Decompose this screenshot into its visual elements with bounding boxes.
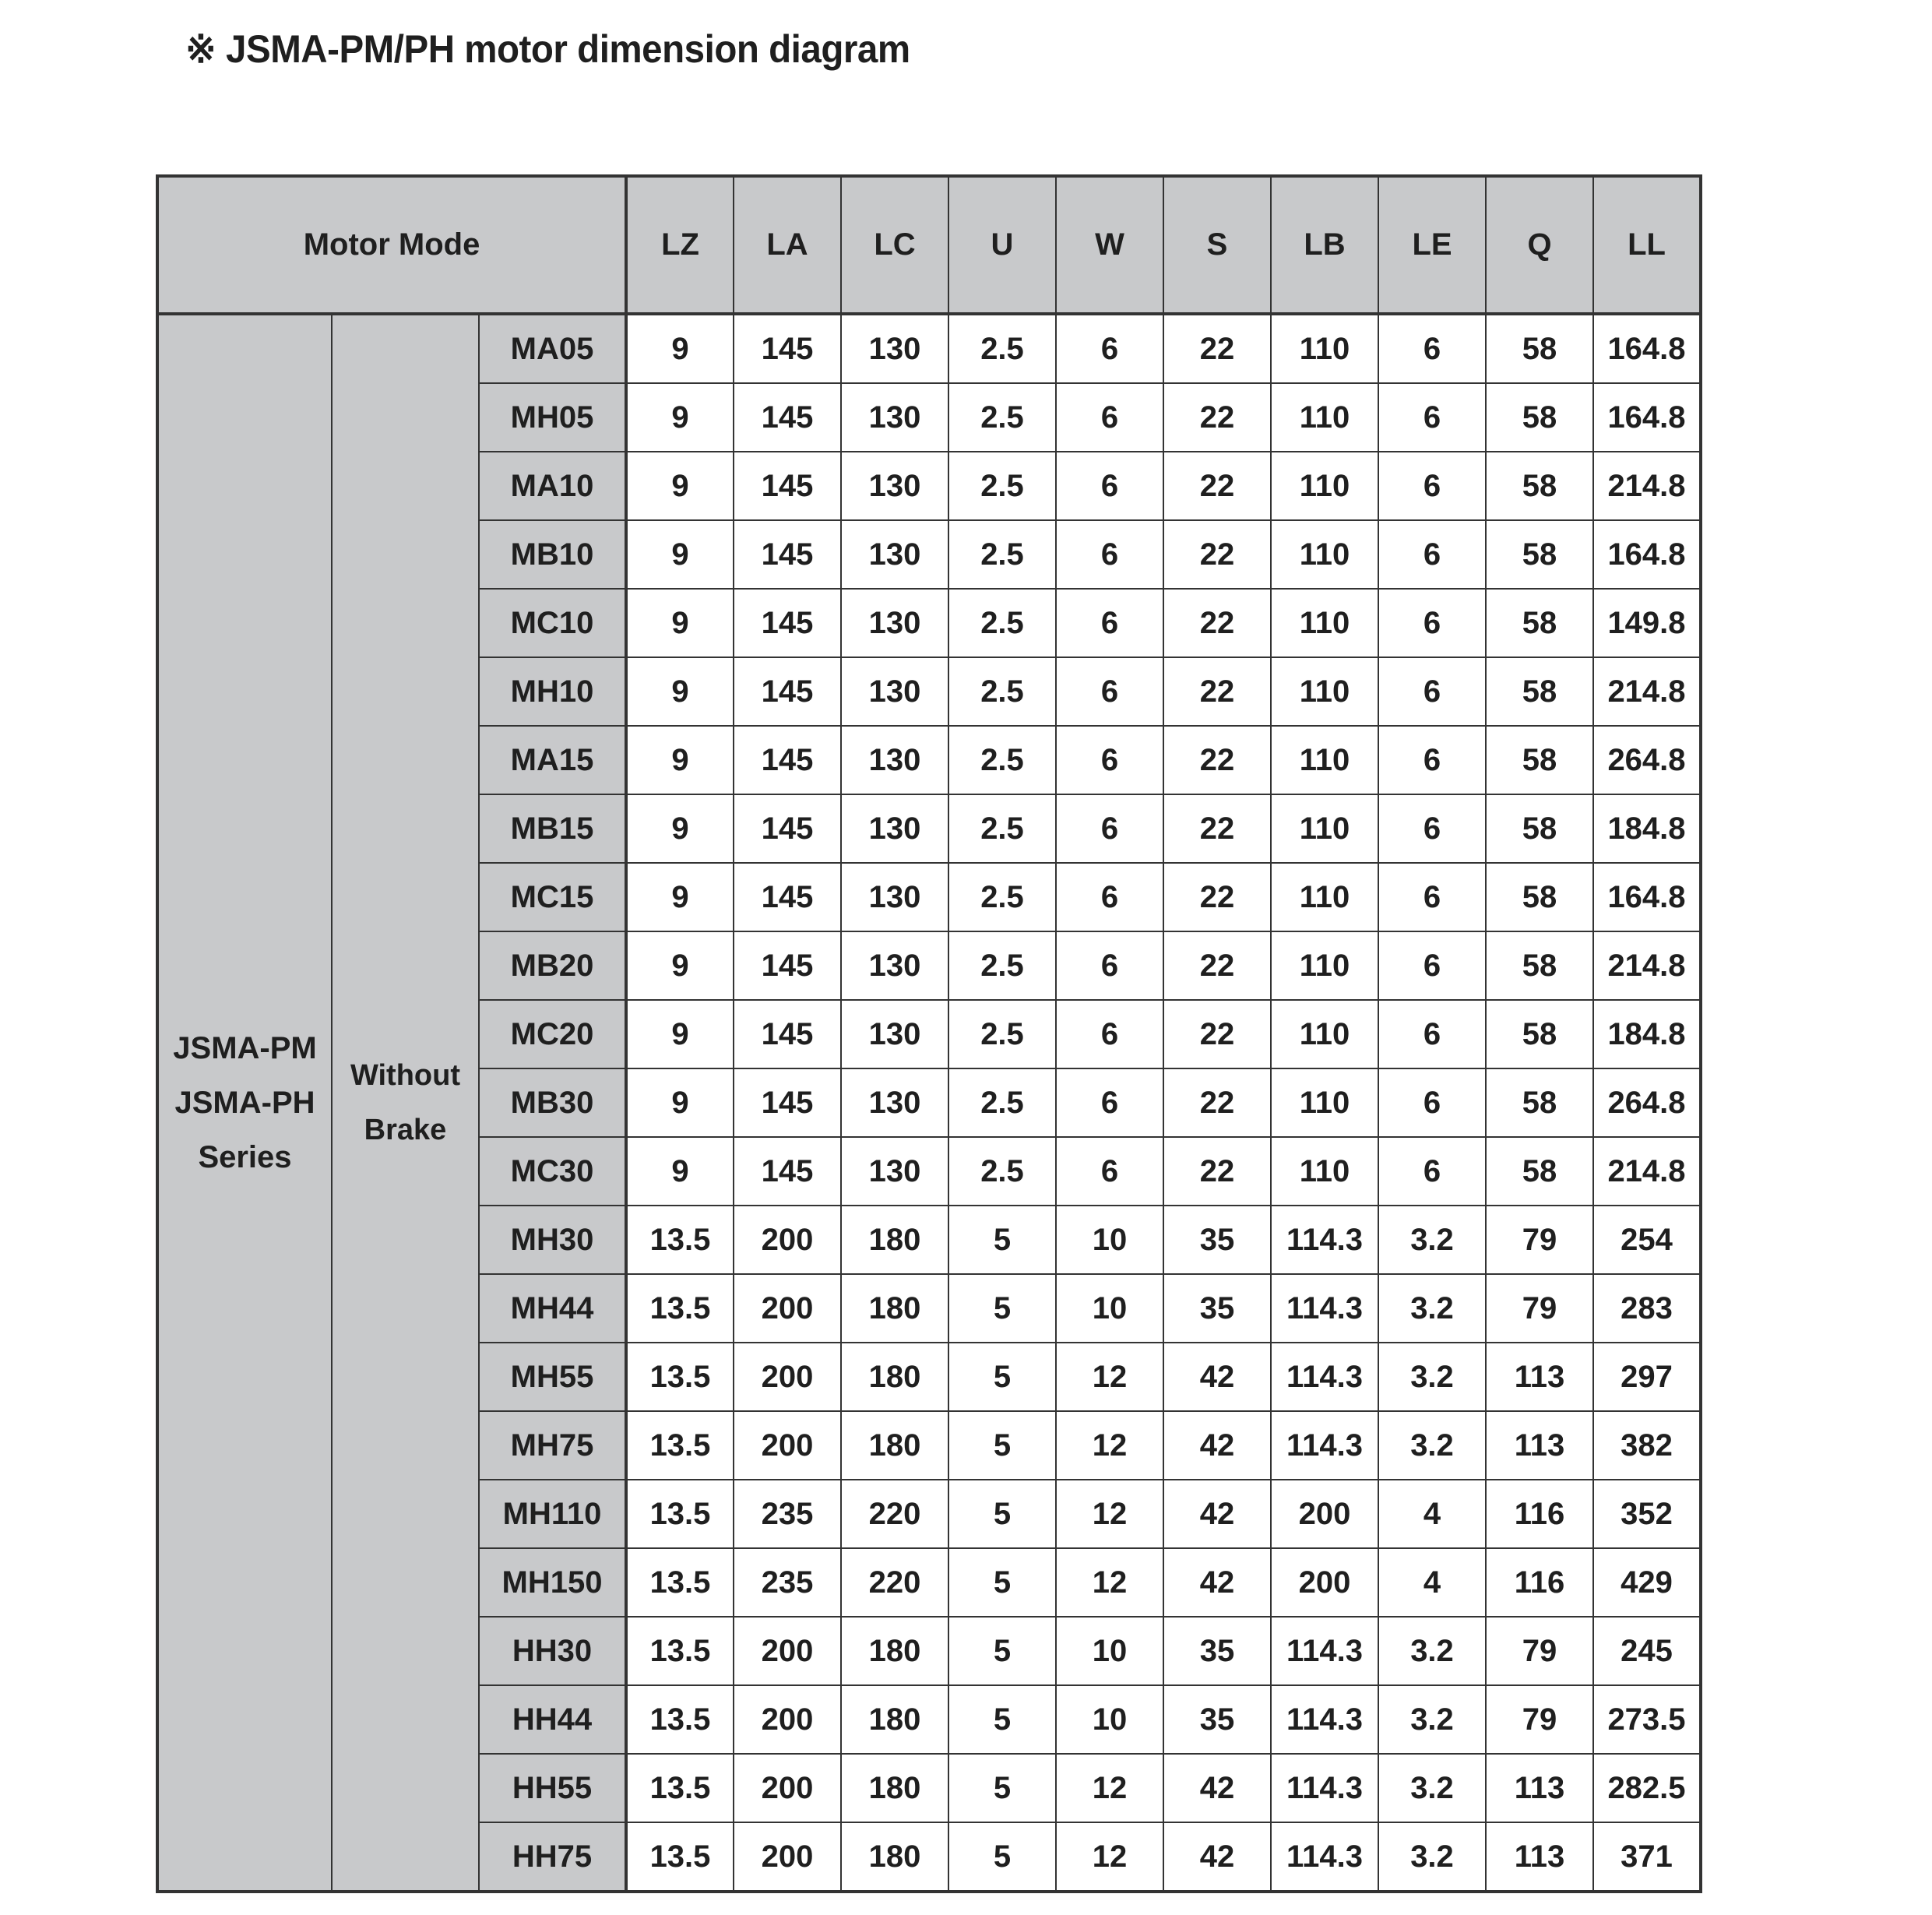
value-cell-lc: 180 (841, 1206, 948, 1274)
header-la: LA (734, 176, 841, 314)
value-cell-q: 113 (1486, 1822, 1593, 1892)
value-cell-lc: 220 (841, 1548, 948, 1617)
value-cell-le: 3.2 (1378, 1206, 1486, 1274)
value-cell-s: 42 (1163, 1548, 1271, 1617)
value-cell-w: 6 (1056, 794, 1163, 863)
header-row (157, 176, 1701, 314)
value-cell-ll: 264.8 (1593, 1068, 1701, 1137)
model-cell: MA05 (479, 314, 626, 383)
value-cell-lb: 114.3 (1271, 1685, 1378, 1754)
value-cell-ll: 254 (1593, 1206, 1701, 1274)
value-cell-la: 235 (734, 1480, 841, 1548)
model-cell: MB10 (479, 520, 626, 589)
value-cell-ll: 283 (1593, 1274, 1701, 1343)
header-lz: LZ (626, 176, 734, 314)
value-cell-lc: 180 (841, 1754, 948, 1822)
value-cell-s: 22 (1163, 314, 1271, 383)
value-cell-le: 3.2 (1378, 1617, 1486, 1685)
brake-label-line: Brake (364, 1114, 447, 1146)
model-cell: HH30 (479, 1617, 626, 1685)
value-cell-ll: 282.5 (1593, 1754, 1701, 1822)
value-cell-u: 5 (948, 1480, 1056, 1548)
value-cell-lc: 130 (841, 726, 948, 794)
value-cell-lc: 180 (841, 1685, 948, 1754)
value-cell-la: 200 (734, 1343, 841, 1411)
value-cell-u: 2.5 (948, 520, 1056, 589)
value-cell-la: 200 (734, 1206, 841, 1274)
value-cell-q: 58 (1486, 452, 1593, 520)
value-cell-w: 10 (1056, 1617, 1163, 1685)
value-cell-la: 145 (734, 657, 841, 726)
value-cell-lz: 9 (626, 520, 734, 589)
value-cell-q: 116 (1486, 1548, 1593, 1617)
value-cell-lz: 13.5 (626, 1754, 734, 1822)
value-cell-lz: 9 (626, 1068, 734, 1137)
value-cell-lz: 9 (626, 726, 734, 794)
value-cell-le: 6 (1378, 383, 1486, 452)
value-cell-w: 12 (1056, 1411, 1163, 1480)
value-cell-s: 22 (1163, 863, 1271, 931)
value-cell-w: 6 (1056, 863, 1163, 931)
value-cell-lz: 13.5 (626, 1617, 734, 1685)
value-cell-w: 12 (1056, 1343, 1163, 1411)
value-cell-s: 42 (1163, 1343, 1271, 1411)
value-cell-q: 58 (1486, 1068, 1593, 1137)
value-cell-lc: 180 (841, 1617, 948, 1685)
value-cell-lb: 110 (1271, 452, 1378, 520)
value-cell-w: 6 (1056, 657, 1163, 726)
value-cell-le: 3.2 (1378, 1685, 1486, 1754)
value-cell-s: 22 (1163, 657, 1271, 726)
value-cell-lb: 110 (1271, 863, 1378, 931)
value-cell-w: 12 (1056, 1480, 1163, 1548)
model-cell: HH55 (479, 1754, 626, 1822)
value-cell-ll: 214.8 (1593, 1137, 1701, 1206)
value-cell-q: 58 (1486, 863, 1593, 931)
value-cell-s: 22 (1163, 794, 1271, 863)
value-cell-u: 2.5 (948, 1000, 1056, 1068)
value-cell-u: 2.5 (948, 589, 1056, 657)
value-cell-u: 5 (948, 1685, 1056, 1754)
value-cell-lc: 130 (841, 314, 948, 383)
header-motor-mode: Motor Mode (157, 176, 626, 314)
value-cell-le: 6 (1378, 931, 1486, 1000)
value-cell-lb: 110 (1271, 726, 1378, 794)
value-cell-lz: 13.5 (626, 1480, 734, 1548)
value-cell-w: 6 (1056, 726, 1163, 794)
model-cell: MH150 (479, 1548, 626, 1617)
value-cell-q: 79 (1486, 1617, 1593, 1685)
value-cell-la: 145 (734, 520, 841, 589)
value-cell-w: 12 (1056, 1548, 1163, 1617)
value-cell-q: 58 (1486, 726, 1593, 794)
value-cell-lb: 114.3 (1271, 1617, 1378, 1685)
value-cell-le: 6 (1378, 314, 1486, 383)
value-cell-lc: 130 (841, 1068, 948, 1137)
value-cell-la: 145 (734, 863, 841, 931)
value-cell-q: 58 (1486, 383, 1593, 452)
value-cell-q: 58 (1486, 314, 1593, 383)
value-cell-w: 10 (1056, 1206, 1163, 1274)
value-cell-lb: 110 (1271, 657, 1378, 726)
value-cell-lb: 110 (1271, 520, 1378, 589)
value-cell-lc: 130 (841, 657, 948, 726)
value-cell-ll: 149.8 (1593, 589, 1701, 657)
value-cell-u: 2.5 (948, 383, 1056, 452)
header-le: LE (1378, 176, 1486, 314)
model-cell: MC15 (479, 863, 626, 931)
value-cell-le: 6 (1378, 657, 1486, 726)
value-cell-u: 2.5 (948, 931, 1056, 1000)
header-lc: LC (841, 176, 948, 314)
value-cell-la: 145 (734, 314, 841, 383)
value-cell-la: 200 (734, 1754, 841, 1822)
header-q: Q (1486, 176, 1593, 314)
value-cell-q: 79 (1486, 1274, 1593, 1343)
value-cell-ll: 164.8 (1593, 520, 1701, 589)
value-cell-u: 5 (948, 1822, 1056, 1892)
value-cell-w: 12 (1056, 1754, 1163, 1822)
value-cell-lc: 130 (841, 1000, 948, 1068)
value-cell-le: 6 (1378, 520, 1486, 589)
value-cell-q: 116 (1486, 1480, 1593, 1548)
series-label-line: Series (198, 1140, 292, 1174)
value-cell-w: 6 (1056, 1000, 1163, 1068)
value-cell-lc: 220 (841, 1480, 948, 1548)
value-cell-ll: 214.8 (1593, 931, 1701, 1000)
value-cell-lz: 13.5 (626, 1685, 734, 1754)
series-label-line: JSMA-PM (173, 1031, 317, 1065)
value-cell-le: 6 (1378, 726, 1486, 794)
model-cell: HH44 (479, 1685, 626, 1754)
value-cell-ll: 184.8 (1593, 1000, 1701, 1068)
value-cell-w: 6 (1056, 452, 1163, 520)
value-cell-la: 145 (734, 1068, 841, 1137)
value-cell-lc: 130 (841, 589, 948, 657)
value-cell-s: 35 (1163, 1685, 1271, 1754)
value-cell-lb: 114.3 (1271, 1343, 1378, 1411)
value-cell-lc: 130 (841, 383, 948, 452)
value-cell-q: 58 (1486, 931, 1593, 1000)
model-cell: MB20 (479, 931, 626, 1000)
header-s: S (1163, 176, 1271, 314)
value-cell-lc: 130 (841, 863, 948, 931)
value-cell-ll: 352 (1593, 1480, 1701, 1548)
value-cell-lb: 110 (1271, 1137, 1378, 1206)
value-cell-lz: 9 (626, 314, 734, 383)
value-cell-la: 145 (734, 726, 841, 794)
value-cell-la: 200 (734, 1274, 841, 1343)
value-cell-u: 5 (948, 1548, 1056, 1617)
model-cell: MA15 (479, 726, 626, 794)
value-cell-la: 235 (734, 1548, 841, 1617)
value-cell-s: 42 (1163, 1411, 1271, 1480)
model-cell: MC20 (479, 1000, 626, 1068)
value-cell-la: 200 (734, 1411, 841, 1480)
value-cell-s: 42 (1163, 1480, 1271, 1548)
value-cell-lz: 9 (626, 452, 734, 520)
value-cell-s: 22 (1163, 383, 1271, 452)
value-cell-lb: 110 (1271, 931, 1378, 1000)
value-cell-w: 6 (1056, 1137, 1163, 1206)
value-cell-le: 3.2 (1378, 1343, 1486, 1411)
value-cell-la: 145 (734, 1000, 841, 1068)
value-cell-le: 6 (1378, 452, 1486, 520)
value-cell-lz: 9 (626, 589, 734, 657)
value-cell-lb: 114.3 (1271, 1822, 1378, 1892)
value-cell-le: 4 (1378, 1480, 1486, 1548)
series-label-line: JSMA-PH (174, 1086, 315, 1120)
value-cell-lb: 110 (1271, 1068, 1378, 1137)
value-cell-lc: 180 (841, 1274, 948, 1343)
header-u: U (948, 176, 1056, 314)
header-lb: LB (1271, 176, 1378, 314)
value-cell-la: 145 (734, 589, 841, 657)
value-cell-le: 6 (1378, 863, 1486, 931)
model-cell: MH75 (479, 1411, 626, 1480)
value-cell-la: 145 (734, 383, 841, 452)
value-cell-s: 35 (1163, 1617, 1271, 1685)
motor-dimension-table (156, 174, 1702, 1893)
value-cell-w: 6 (1056, 520, 1163, 589)
value-cell-w: 6 (1056, 931, 1163, 1000)
value-cell-u: 5 (948, 1411, 1056, 1480)
brake-cell (332, 314, 479, 1892)
value-cell-u: 2.5 (948, 863, 1056, 931)
value-cell-u: 2.5 (948, 794, 1056, 863)
value-cell-u: 5 (948, 1617, 1056, 1685)
value-cell-lz: 9 (626, 1137, 734, 1206)
value-cell-ll: 164.8 (1593, 863, 1701, 931)
value-cell-q: 58 (1486, 520, 1593, 589)
value-cell-le: 6 (1378, 1137, 1486, 1206)
value-cell-lz: 13.5 (626, 1274, 734, 1343)
value-cell-le: 3.2 (1378, 1274, 1486, 1343)
value-cell-lc: 130 (841, 794, 948, 863)
value-cell-u: 5 (948, 1754, 1056, 1822)
value-cell-u: 2.5 (948, 726, 1056, 794)
value-cell-w: 10 (1056, 1274, 1163, 1343)
value-cell-u: 5 (948, 1343, 1056, 1411)
value-cell-ll: 214.8 (1593, 452, 1701, 520)
value-cell-lc: 130 (841, 1137, 948, 1206)
model-cell: HH75 (479, 1822, 626, 1892)
value-cell-u: 5 (948, 1274, 1056, 1343)
value-cell-la: 145 (734, 1137, 841, 1206)
model-cell: MH05 (479, 383, 626, 452)
value-cell-lz: 13.5 (626, 1206, 734, 1274)
value-cell-u: 2.5 (948, 452, 1056, 520)
value-cell-q: 58 (1486, 657, 1593, 726)
value-cell-lb: 200 (1271, 1480, 1378, 1548)
value-cell-u: 2.5 (948, 1068, 1056, 1137)
value-cell-la: 200 (734, 1685, 841, 1754)
value-cell-lz: 13.5 (626, 1822, 734, 1892)
value-cell-le: 6 (1378, 1068, 1486, 1137)
value-cell-s: 35 (1163, 1206, 1271, 1274)
value-cell-s: 22 (1163, 1137, 1271, 1206)
value-cell-lc: 130 (841, 931, 948, 1000)
value-cell-ll: 184.8 (1593, 794, 1701, 863)
value-cell-w: 12 (1056, 1822, 1163, 1892)
value-cell-s: 22 (1163, 931, 1271, 1000)
value-cell-u: 2.5 (948, 657, 1056, 726)
series-cell (157, 314, 332, 1892)
value-cell-le: 3.2 (1378, 1822, 1486, 1892)
value-cell-lb: 110 (1271, 1000, 1378, 1068)
value-cell-lz: 9 (626, 794, 734, 863)
value-cell-q: 58 (1486, 1137, 1593, 1206)
model-cell: MH44 (479, 1274, 626, 1343)
value-cell-ll: 371 (1593, 1822, 1701, 1892)
value-cell-lc: 180 (841, 1411, 948, 1480)
brake-label-line: Without (350, 1059, 461, 1092)
value-cell-le: 6 (1378, 794, 1486, 863)
value-cell-lb: 114.3 (1271, 1206, 1378, 1274)
value-cell-q: 79 (1486, 1685, 1593, 1754)
model-cell: MA10 (479, 452, 626, 520)
model-cell: MC30 (479, 1137, 626, 1206)
value-cell-ll: 164.8 (1593, 314, 1701, 383)
model-cell: MB15 (479, 794, 626, 863)
value-cell-la: 145 (734, 794, 841, 863)
value-cell-u: 2.5 (948, 1137, 1056, 1206)
value-cell-w: 6 (1056, 383, 1163, 452)
value-cell-s: 42 (1163, 1822, 1271, 1892)
value-cell-s: 42 (1163, 1754, 1271, 1822)
value-cell-lz: 9 (626, 931, 734, 1000)
value-cell-w: 10 (1056, 1685, 1163, 1754)
value-cell-ll: 297 (1593, 1343, 1701, 1411)
value-cell-q: 113 (1486, 1411, 1593, 1480)
value-cell-lz: 9 (626, 863, 734, 931)
value-cell-lc: 180 (841, 1822, 948, 1892)
value-cell-q: 113 (1486, 1343, 1593, 1411)
value-cell-lz: 9 (626, 1000, 734, 1068)
value-cell-ll: 264.8 (1593, 726, 1701, 794)
value-cell-s: 22 (1163, 520, 1271, 589)
model-cell: MH30 (479, 1206, 626, 1274)
value-cell-u: 5 (948, 1206, 1056, 1274)
value-cell-lb: 114.3 (1271, 1411, 1378, 1480)
header-ll: LL (1593, 176, 1701, 314)
value-cell-ll: 164.8 (1593, 383, 1701, 452)
value-cell-le: 6 (1378, 1000, 1486, 1068)
value-cell-s: 22 (1163, 452, 1271, 520)
model-cell: MC10 (479, 589, 626, 657)
value-cell-lc: 130 (841, 520, 948, 589)
value-cell-lb: 114.3 (1271, 1274, 1378, 1343)
page-title: ※ JSMA-PM/PH motor dimension diagram (185, 27, 910, 71)
model-cell: MH10 (479, 657, 626, 726)
value-cell-le: 4 (1378, 1548, 1486, 1617)
value-cell-lb: 110 (1271, 383, 1378, 452)
value-cell-s: 22 (1163, 1000, 1271, 1068)
value-cell-la: 200 (734, 1822, 841, 1892)
value-cell-s: 35 (1163, 1274, 1271, 1343)
value-cell-la: 145 (734, 931, 841, 1000)
value-cell-ll: 273.5 (1593, 1685, 1701, 1754)
value-cell-w: 6 (1056, 314, 1163, 383)
value-cell-ll: 429 (1593, 1548, 1701, 1617)
header-w: W (1056, 176, 1163, 314)
value-cell-ll: 382 (1593, 1411, 1701, 1480)
value-cell-s: 22 (1163, 726, 1271, 794)
value-cell-s: 22 (1163, 1068, 1271, 1137)
value-cell-q: 113 (1486, 1754, 1593, 1822)
value-cell-lz: 13.5 (626, 1411, 734, 1480)
value-cell-lb: 110 (1271, 794, 1378, 863)
value-cell-s: 22 (1163, 589, 1271, 657)
value-cell-q: 58 (1486, 794, 1593, 863)
value-cell-lz: 9 (626, 383, 734, 452)
value-cell-ll: 245 (1593, 1617, 1701, 1685)
value-cell-lz: 13.5 (626, 1548, 734, 1617)
value-cell-lc: 180 (841, 1343, 948, 1411)
value-cell-lz: 13.5 (626, 1343, 734, 1411)
value-cell-le: 3.2 (1378, 1754, 1486, 1822)
value-cell-la: 200 (734, 1617, 841, 1685)
value-cell-lc: 130 (841, 452, 948, 520)
value-cell-lb: 110 (1271, 589, 1378, 657)
value-cell-le: 3.2 (1378, 1411, 1486, 1480)
value-cell-w: 6 (1056, 589, 1163, 657)
value-cell-w: 6 (1056, 1068, 1163, 1137)
value-cell-ll: 214.8 (1593, 657, 1701, 726)
value-cell-q: 79 (1486, 1206, 1593, 1274)
value-cell-lb: 110 (1271, 314, 1378, 383)
value-cell-q: 58 (1486, 1000, 1593, 1068)
model-cell: MH55 (479, 1343, 626, 1411)
value-cell-lz: 9 (626, 657, 734, 726)
model-cell: MH110 (479, 1480, 626, 1548)
value-cell-la: 145 (734, 452, 841, 520)
model-cell: MB30 (479, 1068, 626, 1137)
value-cell-lb: 114.3 (1271, 1754, 1378, 1822)
table-row (157, 314, 1701, 383)
value-cell-lb: 200 (1271, 1548, 1378, 1617)
value-cell-le: 6 (1378, 589, 1486, 657)
value-cell-q: 58 (1486, 589, 1593, 657)
value-cell-u: 2.5 (948, 314, 1056, 383)
